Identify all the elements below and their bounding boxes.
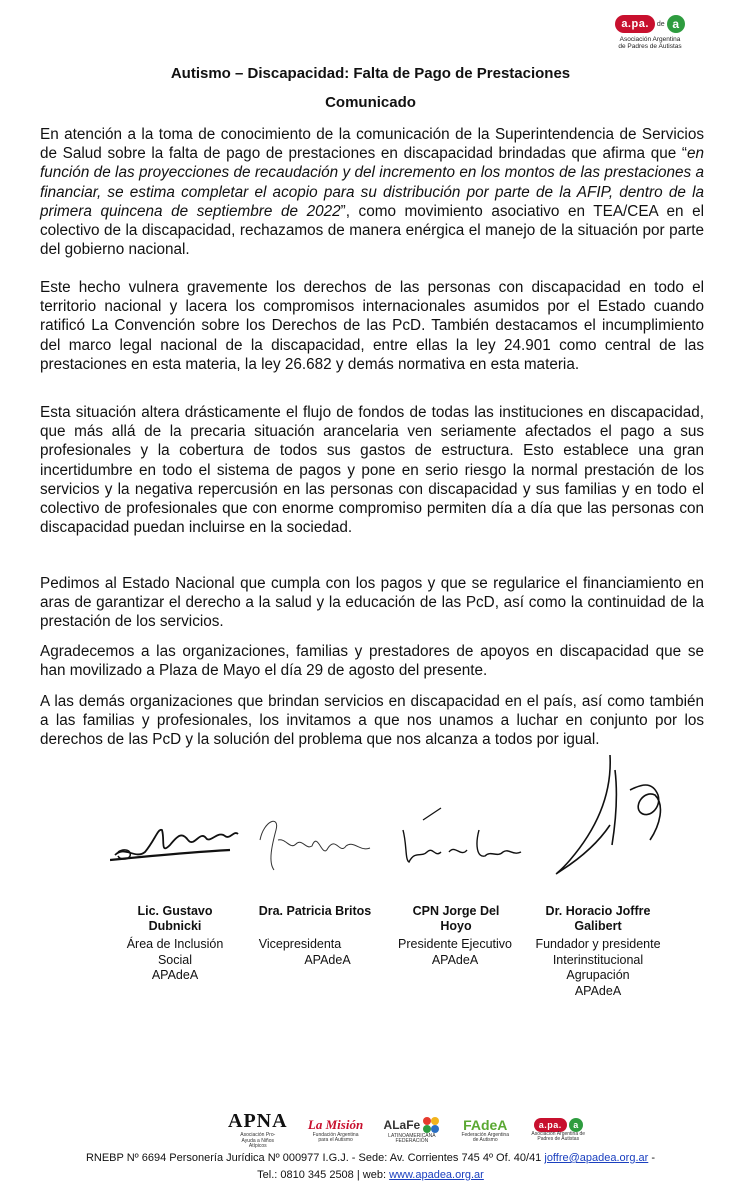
paragraph-1 [40,125,704,259]
signatory-4-role-line2: Interinstitucional [552,952,644,967]
signatory-4-org: APAdeA [574,983,622,998]
paragraph-1-b: ”, como movimiento asociativo en TEA/CEA en el colectivo de la discapacidad, rechazamos de manera enérgica el manejo de la situación por parte del gobierno nacional. [40,202,705,259]
lamision-logo-caption: Fundación Argentina para el Autismo [312,1131,359,1143]
paragraph-3: Esta situación altera drásticamente el flujo de fondos de todas las instituciones en discapacidad, que más allá de la precaria situación arancelaria ven seriamente afectados el pago a sus profesionales y la cobertura de todos sus gastos de estructura. Esto establece una gran incertidumbre en todo el sistema de pagos y pone en serio riesgo la normal prestación de los servicios y la negativa repercusión en las personas con discapacidad y sus familias y en todo el colectivo de profesionales que con enorme compromiso permiten día a día que las personas con discapacidad puedan incluirse en la sociedad. [40,404,704,537]
apadea-footer-logo-a: a [569,1118,583,1132]
signatory-3-role-line1: Presidente Ejecutivo [398,937,512,951]
footer-web-link[interactable]: www.apadea.org.ar [389,1169,484,1181]
signature-britos [250,800,380,880]
footer-phone: Tel.: 0810 345 2508 [257,1169,354,1181]
footer-registration: RNEBP Nº 6694 Personería Jurídica Nº 000977 I.G.J. - Sede: Av. Corrientes 745 4º Of. 40/41 [85,1152,542,1164]
paragraph-6: A las demás organizaciones que brindan servicios en discapacidad en el país, así como también a las familias y profesionales, los invitamos a que nos unamos a luchar en conjunto por los derechos de las PcD y la solución del problema que nos alcanza a todos por igual. [40,693,704,749]
footer-email-link[interactable]: joffre@apadea.org.ar [544,1152,649,1164]
signature-delhoyo [395,800,525,880]
fadea-logo [460,1117,510,1144]
fadea-logo-text: FAdeA [463,1116,508,1133]
footer-dash: - [648,1152,656,1164]
apna-logo-text: APNA [228,1110,288,1133]
footer-line-2 [0,1167,741,1184]
signatory-4-role-line3: Agrupación [566,968,630,982]
signatory-3-org: APAdeA [431,952,479,967]
paragraph-1-quote: en función de las proyecciones de recaudación y del incremento en los montos de las prestaciones a financiar, se estima completar el acopio para su distribución por parte de la AFIP, dentro de la primera quincena de septiembre de 2022 [40,145,704,220]
alafe-logo-text: ALaFe [383,1117,421,1132]
signatory-1-name: Lic. Gustavo Dubnicki [137,904,213,933]
signatory-4-role [530,937,666,999]
footer-line-1 [0,1150,741,1167]
alafe-logo-caption: LATINOAMERICANA FEDERACIÓN [388,1132,436,1144]
alafe-puzzle-icon [422,1116,440,1134]
paragraph-5: Agradecemos a las organizaciones, familias y prestadores de apoyos en discapacidad que se han movilizado a Plaza de Mayo el día 29 de agosto del presente. [40,643,704,680]
alafe-logo [384,1116,441,1145]
signatory-2-org: APAdeA [304,952,351,967]
logo-caption [604,36,696,50]
paragraph-1-a: En atención a la toma de conocimiento de la comunicación de la Superintendencia de Servicios de Salud sobre la falta de pago de prestaciones en discapacidad brindadas que afirma que “ [40,126,704,163]
apna-logo-caption: Asociación Pro-Ayuda a Niños Atípicos [240,1132,276,1150]
lamision-logo [308,1117,364,1144]
signatory-1-role [118,937,232,984]
signatory-3-name: CPN Jorge Del Hoyo [412,904,500,933]
logo-caption-line1: Asociación Argentina [619,36,681,43]
apadea-footer-logo-caption: Asociación Argentina de Padres de Autistas [531,1130,586,1142]
signatory-1-org: APAdeA [151,968,199,982]
signatory-2-role-line1: Vicepresidenta [258,937,342,951]
logo-a-mark: a [667,15,685,33]
paragraph-4: Pedimos al Estado Nacional que cumpla con los pagos y que se regularice el financiamiento en aras de garantizar el derecho a la salud y la educación de las PcD, así como la continuidad de la prestación de los servicios. [40,575,704,631]
logo-apa-mark: a.pa. [615,15,655,33]
apadea-footer-logo [530,1118,586,1143]
apadea-logo [604,14,696,50]
signatory-1-role-line1: Área de Inclusión [126,937,224,951]
partner-logos [228,1108,586,1152]
lamision-logo-text: La Misión [307,1116,364,1132]
signatory-2-name: Dra. Patricia Britos [258,904,372,918]
signatory-4-role-line1: Fundador y presidente [535,937,661,951]
signatory-1-role-line2: Social [157,952,193,967]
apadea-footer-logo-text: a.pa. [534,1118,567,1132]
signatory-3-role [385,937,525,968]
fadea-logo-caption: Federación Argentina de Autismo [461,1131,509,1143]
paragraph-2: Este hecho vulnera gravemente los derechos de las personas con discapacidad en todo el territorio nacional y lacera los compromisos internacionales asumidos por el Estado cuando ratificó La Convención sobre los Derechos de las PcD. También destacamos el incumplimiento del marco legal nacional de la discapacidad, entre ellas la ley 24.901 como central de las prestaciones en esta materia, la ley 26.682 y demás normativa en esta materia. [40,279,704,373]
signature-joffre [540,750,720,890]
apna-logo [228,1110,288,1150]
document-title: Autismo – Discapacidad: Falta de Pago de Prestaciones [170,65,571,82]
logo-de: de [656,20,665,28]
signature-dubnicki [110,800,240,880]
footer-web-label: | web: [353,1169,390,1181]
signatory-4-name: Dr. Horacio Joffre Galibert [545,904,651,933]
document-subtitle: Comunicado [325,94,416,111]
signatory-2-role [245,937,355,968]
logo-caption-line2: de Padres de Autistas [618,43,682,50]
